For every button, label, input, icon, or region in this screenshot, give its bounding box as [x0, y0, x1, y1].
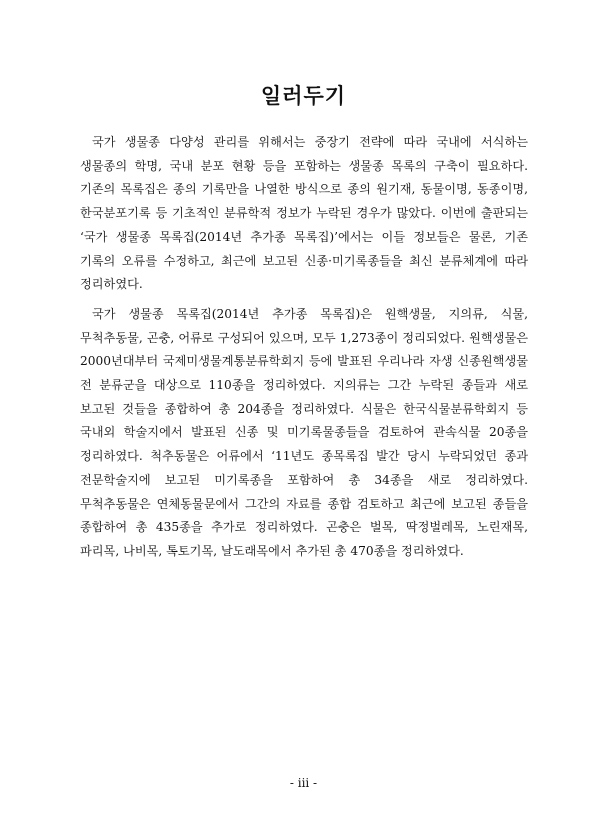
- paragraph-summary: 국가 생물종 목록집(2014년 추가종 목록집)은 원핵생물, 지의류, 식물, 무척추동물, 곤충, 어류로 구성되어 있으며, 모두 1,273종이 정리되었다. 원핵생물은 2000년대부터 국제미생물계통분류학회지 등에 발표된 우리나라 자생 신종원핵생물 전 분류군을 대상으로 110종을 정리하였다. 지의류는 그간 누락된 종들과 새로 보고된 것들을 종합하여 총 204종을 정리하였다. 식물은 한국식물분류학회지 등 국내외 학술지에서 발표된 신종 및 미기록물종들을 검토하여 관속식물 20종을 정리하였다. 척추동물은 어류에서 ‘11년도 종목록집 발간 당시 누락되었던 종과 전문학술지에 보고된 미기록종을 포함하여 총 34종을 새로 정리하였다. 무척추동물은 연체동물문에서 그간의 자료를 종합 검토하고 최근에 보고된 종들을 종합하여 총 435종을 추가로 정리하였다. 곤충은 벌목, 딱정벌레목, 노린재목, 파리목, 나비목, 톡토기목, 날도래목에서 추가된 총 470종을 정리하였다.: [80, 306, 528, 558]
- body-text: [80, 131, 528, 570]
- page-title: 일러두기: [260, 84, 347, 108]
- paragraph-intro: 국가 생물종 다양성 관리를 위해서는 중장기 전략에 따라 국내에 서식하는 생물종의 학명, 국내 분포 현황 등을 포함하는 생물종 목록의 구축이 필요하다. 기존의 목록집은 종의 기록만을 나열한 방식으로 종의 원기재, 동물이명, 동종이명, 한국분포기록 등 기초적인 분류학적 정보가 누락된 경우가 많았다. 이번에 출판되는 ‘국가 생물종 목록집(2014년 추가종 목록집)’에서는 이들 정보들은 물론, 기존 기록의 오류를 수정하고, 최근에 보고된 신종·미기록종들을 최신 분류체계에 따라 정리하였다.: [80, 135, 528, 292]
- page-number: - iii -: [289, 776, 318, 790]
